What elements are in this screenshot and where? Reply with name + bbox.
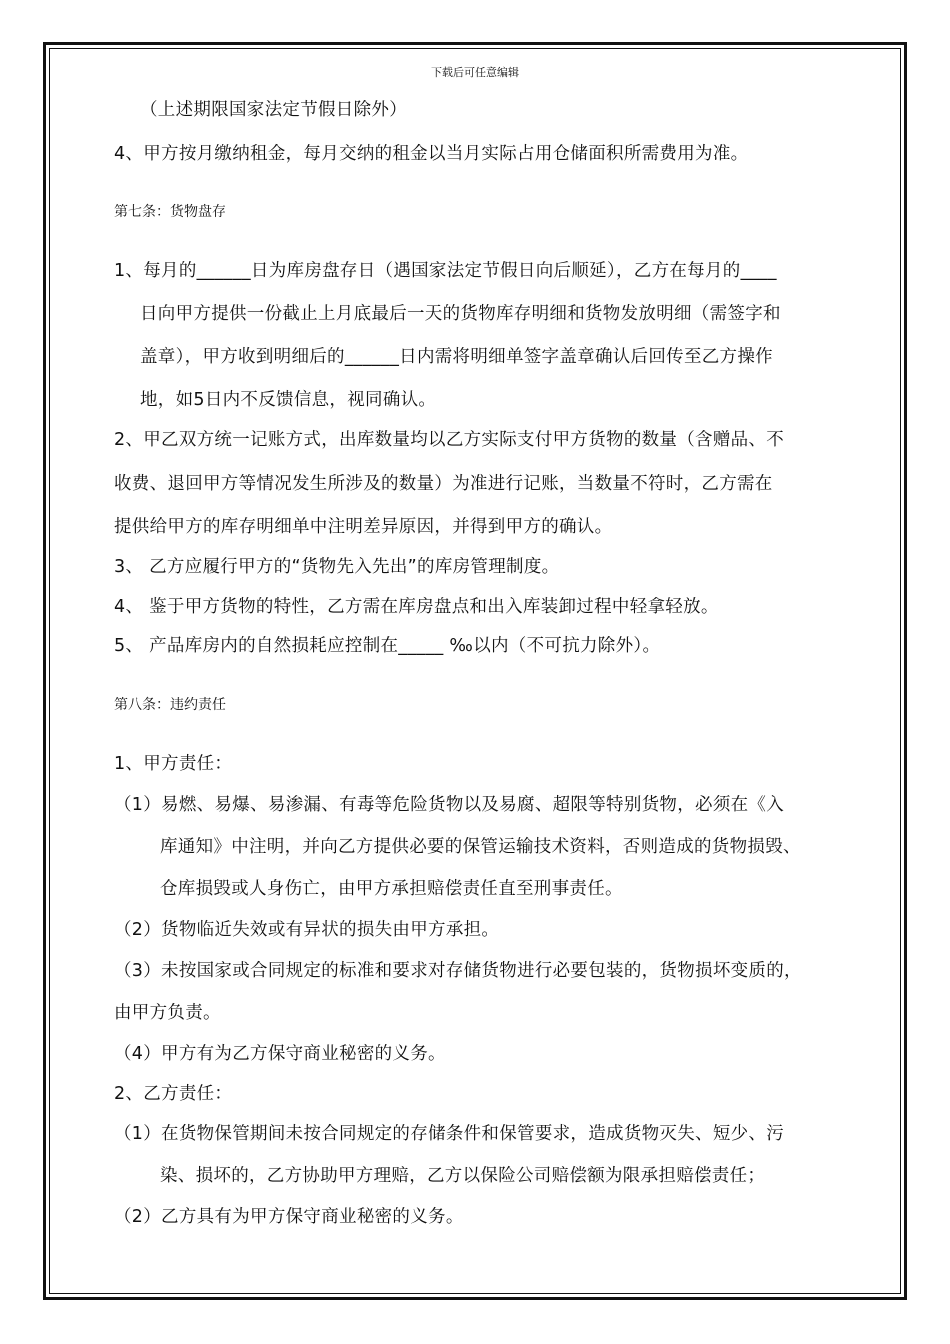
text-line: 3、 乙方应履行甲方的“货物先入先出”的库房管理制度。 xyxy=(114,557,560,577)
text-line: 仓库损毁或人身伤亡，由甲方承担赔偿责任直至刑事责任。 xyxy=(160,879,623,899)
text-line: 2、甲乙双方统一记账方式，出库数量均以乙方实际支付甲方货物的数量（含赠品、不 xyxy=(114,430,785,450)
text-line: 1、每月的______日为库房盘存日（遇国家法定节假日向后顺延），乙方在每月的____ xyxy=(114,261,777,281)
text-line: （上述期限国家法定节假日除外） xyxy=(140,100,407,120)
text-line: 染、损坏的，乙方协助甲方理赔，乙方以保险公司赔偿额为限承担赔偿责任； xyxy=(160,1166,766,1186)
text-line: 4、甲方按月缴纳租金，每月交纳的租金以当月实际占用仓储面积所需费用为准。 xyxy=(114,144,749,164)
text-line: （1）易燃、易爆、易渗漏、有毒等危险货物以及易腐、超限等特别货物，必须在《入 xyxy=(114,795,785,815)
text-line: （4）甲方有为乙方保守商业秘密的义务。 xyxy=(114,1044,446,1064)
text-line: （1）在货物保管期间未按合同规定的存储条件和保管要求，造成货物灭失、短少、污 xyxy=(114,1124,785,1144)
text-line: 盖章），甲方收到明细后的______日内需将明细单签字盖章确认后回传至乙方操作 xyxy=(140,347,773,367)
text-line: （3）未按国家或合同规定的标准和要求对存储货物进行必要包装的，货物损坏变质的， xyxy=(114,961,802,981)
section-heading: 第八条：违约责任 xyxy=(114,697,226,713)
text-line: 库通知》中注明，并向乙方提供必要的保管运输技术资料，否则造成的货物损毁、 xyxy=(160,837,801,857)
section-heading: 第七条：货物盘存 xyxy=(114,204,226,220)
page-border-inner xyxy=(49,48,901,1294)
text-line: 1、甲方责任： xyxy=(114,754,233,774)
text-line: 4、 鉴于甲方货物的特性，乙方需在库房盘点和出入库装卸过程中轻拿轻放。 xyxy=(114,597,719,617)
text-line: 由甲方负责。 xyxy=(114,1003,221,1023)
text-line: 日向甲方提供一份截止上月底最后一天的货物库存明细和货物发放明细（需签字和 xyxy=(140,304,781,324)
text-line: 提供给甲方的库存明细单中注明差异原因，并得到甲方的确认。 xyxy=(114,517,613,537)
text-line: 5、 产品库房内的自然损耗应控制在_____ ‰以内（不可抗力除外）。 xyxy=(114,636,661,656)
text-line: 2、乙方责任： xyxy=(114,1084,233,1104)
text-line: （2）乙方具有为甲方保守商业秘密的义务。 xyxy=(114,1207,464,1227)
text-line: 地，如5日内不反馈信息，视同确认。 xyxy=(140,390,437,410)
header-note: 下载后可任意编辑 xyxy=(431,66,519,79)
text-line: 收费、退回甲方等情况发生所涉及的数量）为准进行记账，当数量不符时，乙方需在 xyxy=(114,474,773,494)
text-line: （2）货物临近失效或有异状的损失由甲方承担。 xyxy=(114,920,500,940)
